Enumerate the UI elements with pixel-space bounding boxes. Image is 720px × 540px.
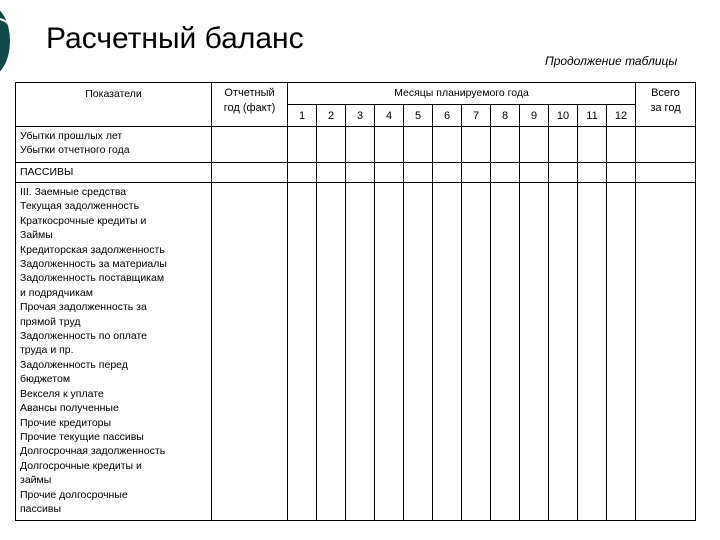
table-row xyxy=(16,183,696,521)
header-month: 4 xyxy=(375,105,404,127)
row-label: III. Заемные средства Текущая задолженность Краткосрочные кредиты и Займы Кредиторская задолженность Задолженность за материалы Задолженность поставщикам и подрядчикам Прочая задолженность за прямой труд Задолженность по оплате труда и пр. Задолженность перед бюджетом Векселя к уплате Авансы полученные Прочие кредиторы Прочие текущие пассивы Долгосрочная задолженность Долгосрочные кредиты и займы Прочие долгосрочные пассивы xyxy=(16,183,212,521)
header-month: 11 xyxy=(578,105,607,127)
header-total: Всего за год xyxy=(636,83,696,127)
header-month: 12 xyxy=(607,105,636,127)
header-month: 5 xyxy=(404,105,433,127)
header-month: 2 xyxy=(317,105,346,127)
header-month: 10 xyxy=(549,105,578,127)
table-row xyxy=(16,163,696,183)
header-month: 8 xyxy=(491,105,520,127)
header-months-group: Месяцы планируемого года xyxy=(288,83,636,105)
header-reported-year: Отчетный год (факт) xyxy=(212,83,288,127)
header-month: 6 xyxy=(433,105,462,127)
header-month: 9 xyxy=(520,105,549,127)
header-indicators: Показатели xyxy=(16,83,212,127)
decorative-ring xyxy=(0,18,18,80)
table-row xyxy=(16,127,696,163)
continuation-note: Продолжение таблицы xyxy=(545,54,678,68)
header-month: 7 xyxy=(462,105,491,127)
header-month: 1 xyxy=(288,105,317,127)
row-label: Убытки прошлых лет Убытки отчетного года xyxy=(16,127,212,163)
slide-title: Расчетный баланс xyxy=(46,22,304,55)
balance-table xyxy=(15,82,696,521)
row-label: ПАССИВЫ xyxy=(16,163,212,183)
header-row-top xyxy=(16,83,696,105)
header-month: 3 xyxy=(346,105,375,127)
